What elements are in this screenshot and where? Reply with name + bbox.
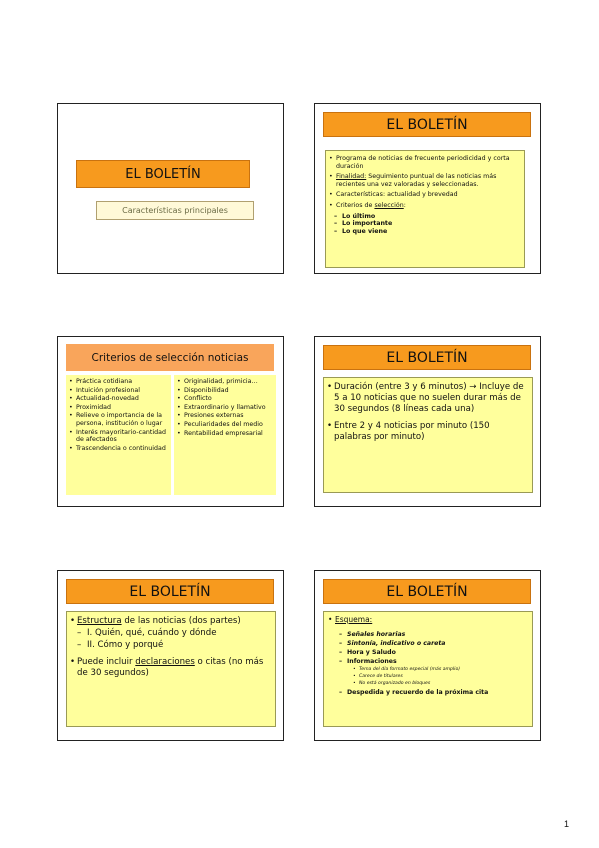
sub-item: – Lo importante [328,220,520,228]
list-item: • Proximidad [68,404,169,412]
esquema-sub: – Sintonía, indicativo o careta [339,640,446,647]
esquema-subsub: • Tema del día formato especial (más amplio) [353,667,461,672]
declaraciones-prefix: Puede incluir [77,657,136,667]
esquema-subsub-text: No está organizado en bloques [359,681,431,686]
esquema-sub: – Hora y Saludo [339,649,396,656]
list-item [328,173,520,188]
sub-item: – I. Quién, qué, cuándo y dónde [69,628,271,639]
list-item [328,202,520,210]
list-item: • Presiones externas [176,412,274,420]
esquema-sub-text: Señales horarias [347,631,406,638]
list-item: • Extraordinario y llamativo [176,404,274,412]
estructura-text: de las noticias (dos partes) [121,616,241,626]
list-item: • Intuición profesional [68,387,169,395]
esquema-sub-text: Informaciones [347,658,397,665]
list-item: • Originalidad, primicia… [176,378,274,386]
slide-3-title: Criterios de selección noticias [66,344,274,371]
list-item: • Actualidad-novedad [68,395,169,403]
esquema-subsub-text: Tema del día formato especial (más amplio) [359,667,461,672]
col-2-list [176,378,274,437]
list-item: • Interés mayoritario-cantidad de afectados [68,429,169,444]
list-item: • Práctica cotidiana [68,378,169,386]
sub-item: – II. Cómo y porqué [69,640,271,651]
slide-3-col-1 [66,375,171,495]
list-item: • Programa de noticias de frecuente periodicidad y corta duración [328,155,520,170]
esquema-sub: – Señales horarias [339,631,406,638]
slide-4-list [326,382,528,443]
esquema-subsub: • Carece de titulares [353,674,403,679]
slide-5 [57,570,284,741]
esquema-sub: – Despedida y recuerdo de la próxima cita [339,689,489,696]
criterios-prefix: Criterios de [336,201,375,209]
list-item [69,657,271,679]
list-item: • Entre 2 y 4 noticias por minuto (150 palabras por minuto) [326,421,528,443]
slide-5-content [66,611,276,727]
estructura-link: Estructura [77,616,122,626]
list-item: • Rentabilidad empresarial [176,430,274,438]
esquema-head [327,615,528,625]
slide-2-list [328,155,520,235]
list-item [69,616,271,627]
slide-5-list [69,616,271,679]
list-item: • Características: actualidad y brevedad [328,191,520,199]
finalidad-text: Seguimiento puntual de las noticias más recientes una vez valoradas y seleccionadas. [336,173,497,188]
list-item: • Disponibilidad [176,387,274,395]
esquema-subsub: • No está organizado en bloques [353,681,431,686]
slide-6 [314,570,541,741]
sub-item: – Lo último [328,213,520,221]
slide-1-title: EL BOLETÍN [76,160,250,188]
seleccion-link: selección [374,201,404,209]
slide-6-content [323,611,533,727]
page-number: 1 [563,819,569,829]
slide-2-title: EL BOLETÍN [323,112,531,137]
esquema-sub: – Informaciones [339,658,397,665]
esquema-subsub-text: Carece de titulares [359,674,403,679]
slide-5-title: EL BOLETÍN [66,579,274,604]
slide-1 [57,103,284,274]
declaraciones-link: declaraciones [135,657,195,667]
slide-1-subtitle: Características principales [96,201,254,220]
slide-3-col-2 [174,375,276,495]
esquema-sub-text: Sintonía, indicativo o careta [347,640,446,647]
slide-4-content [323,377,533,493]
finalidad-label: Finalidad: [336,173,367,181]
slide-3 [57,336,284,507]
slide-2 [314,103,541,274]
list-item: • Peculiaridades del medio [176,421,274,429]
criterios-suffix: : [403,201,406,209]
slide-2-content [325,150,525,268]
bullet: • [328,615,333,624]
esquema-label: Esquema: [335,615,373,624]
sub-item: – Lo que viene [328,228,520,236]
slide-4-title: EL BOLETÍN [323,345,531,370]
list-item: • Duración (entre 3 y 6 minutos) → Incluye de 5 a 10 noticias que no suelen durar más de 30 segundos (8 líneas cada una) [326,382,528,415]
list-item: • Conflicto [176,395,274,403]
list-item: • Trascendencia o continuidad [68,445,169,453]
declaraciones-suffix: o citas (no más de 30 segundos) [77,657,264,678]
esquema-sub-text: Despedida y recuerdo de la próxima cita [347,689,489,696]
col-1-list [68,378,169,452]
list-item: • Relieve o importancia de la persona, institución o lugar [68,412,169,427]
esquema-sub-text: Hora y Saludo [347,649,396,656]
slide-4 [314,336,541,507]
slide-6-title: EL BOLETÍN [323,579,531,604]
